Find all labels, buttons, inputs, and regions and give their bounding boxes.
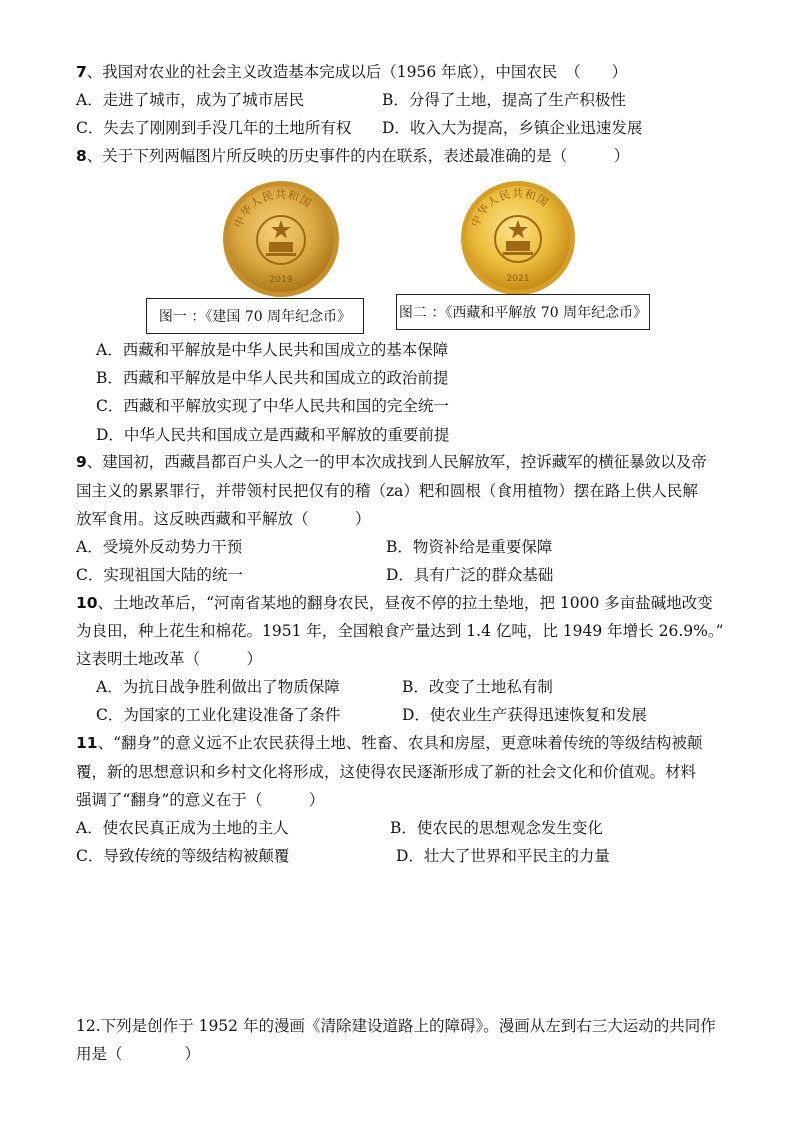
q8-stem-text: 、关于下列两幅图片所反映的历史事件的内在联系，表述最准确的是（ ）	[86, 147, 630, 165]
q10-option-d[interactable]: D．使农业生产获得迅速恢复和发展	[402, 706, 647, 724]
q7-option-c[interactable]: C．失去了刚刚到手没几年的土地所有权	[76, 119, 352, 137]
fig2-caption: 图二 ：《西藏和平解放 70 周年纪念币》	[396, 294, 650, 330]
q10-option-c[interactable]: C．为国家的工业化建设准备了条件	[96, 706, 341, 724]
coin2-year: 2021	[506, 274, 530, 284]
q10-option-a[interactable]: A．为抗日战争胜利做出了物质保障	[96, 678, 340, 696]
q9-option-a[interactable]: A．受境外反动势力干预	[76, 538, 243, 556]
q11-stem-line3: 强调了“翻身”的意义在于（ ）	[76, 791, 325, 809]
q9-option-d[interactable]: D．具有广泛的群众基础	[386, 566, 554, 584]
q11-number: 11	[76, 734, 98, 752]
coin2-inscription: 中华人民共和国	[468, 187, 552, 229]
q8-option-b[interactable]: B．西藏和平解放是中华人民共和国成立的政治前提	[96, 369, 449, 387]
q10-option-b[interactable]: B．改变了土地私有制	[402, 678, 553, 696]
q7-stem	[76, 62, 627, 82]
q8-option-c[interactable]: C．西藏和平解放实现了中华人民共和国的完全统一	[96, 397, 449, 415]
q9-number: 9	[76, 453, 87, 471]
coin1-inscription: 中华人民共和国	[231, 188, 315, 230]
q9-stem-line1	[76, 452, 707, 472]
q7-option-b[interactable]: B．分得了土地，提高了生产积极性	[382, 91, 626, 109]
q7-option-d[interactable]: D．收入大为提高，乡镇企业迅速发展	[382, 119, 643, 137]
q11-option-c[interactable]: C．导致传统的等级结构被颠覆	[76, 847, 290, 865]
q9-stem-line2: 国主义的累累罪行，并带领村民把仅有的稽（za）粑和圆根（食用植物）摆在路上供人民解	[76, 482, 698, 500]
q9-option-c[interactable]: C．实现祖国大陆的统一	[76, 566, 243, 584]
q12-stem-line1: 12.下列是创作于 1952 年的漫画《清除建设道路上的障碍》。漫画从左到右三大运动的共同作	[76, 1017, 716, 1035]
q11-stem-text1: 、“翻身”的意义远不止农民获得土地、牲畜、农具和房屋，更意味着传统的等级结构被颠	[97, 734, 703, 752]
q10-stem-text1: 、土地改革后，“河南省某地的翻身农民，昼夜不停的拉土垫地，把 1000 多亩盐碱地改变	[97, 594, 713, 612]
q9-option-b[interactable]: B．物资补给是重要保障	[386, 538, 553, 556]
q11-option-d[interactable]: D．壮大了世界和平民主的力量	[396, 847, 610, 865]
q7-option-a[interactable]: A．走进了城市，成为了城市居民	[76, 91, 305, 109]
q10-number: 10	[76, 594, 98, 612]
q12-stem-line2: 用是（ ）	[76, 1045, 201, 1063]
coin-image-fig1	[222, 180, 340, 298]
q7-stem-text: 、我国对农业的社会主义改造基本完成以后（1956 年底），中国农民 （ ）	[86, 63, 628, 81]
q9-stem-line3: 放军食用。这反映西藏和平解放（ ）	[76, 510, 371, 528]
q11-option-a[interactable]: A．使农民真正成为土地的主人	[76, 819, 289, 837]
fig1-caption: 图一 ：《建国 70 周年纪念币》	[146, 298, 364, 334]
q8-option-d[interactable]: D．中华人民共和国成立是西藏和平解放的重要前提	[96, 426, 450, 444]
q11-stem-line2: 覆，新的思想意识和乡村文化将形成，这使得农民逐渐形成了新的社会文化和价值观。材料	[76, 763, 697, 781]
q11-stem-line1	[76, 733, 702, 753]
q8-option-a[interactable]: A．西藏和平解放是中华人民共和国成立的基本保障	[96, 341, 449, 359]
q10-stem-line2: 为良田，种上花生和棉花。1951 年，全国粮食产量达到 1.4 亿吨，比 1949 年增长 26.9%。”	[76, 622, 724, 640]
q10-stem-line3: 这表明土地改革（ ）	[76, 650, 263, 668]
q8-stem	[76, 146, 629, 166]
q11-option-b[interactable]: B．使农民的思想观念发生变化	[390, 819, 603, 837]
coin1-year: 2019	[269, 275, 293, 285]
coin-image-fig2	[460, 180, 576, 296]
q10-stem-line1	[76, 593, 713, 613]
q9-stem-text1: 、建国初，西藏昌都百户头人之一的甲本次成找到人民解放军，控诉藏军的横征暴敛以及帝	[86, 453, 707, 471]
q7-number: 7	[76, 63, 87, 81]
q8-number: 8	[76, 147, 87, 165]
